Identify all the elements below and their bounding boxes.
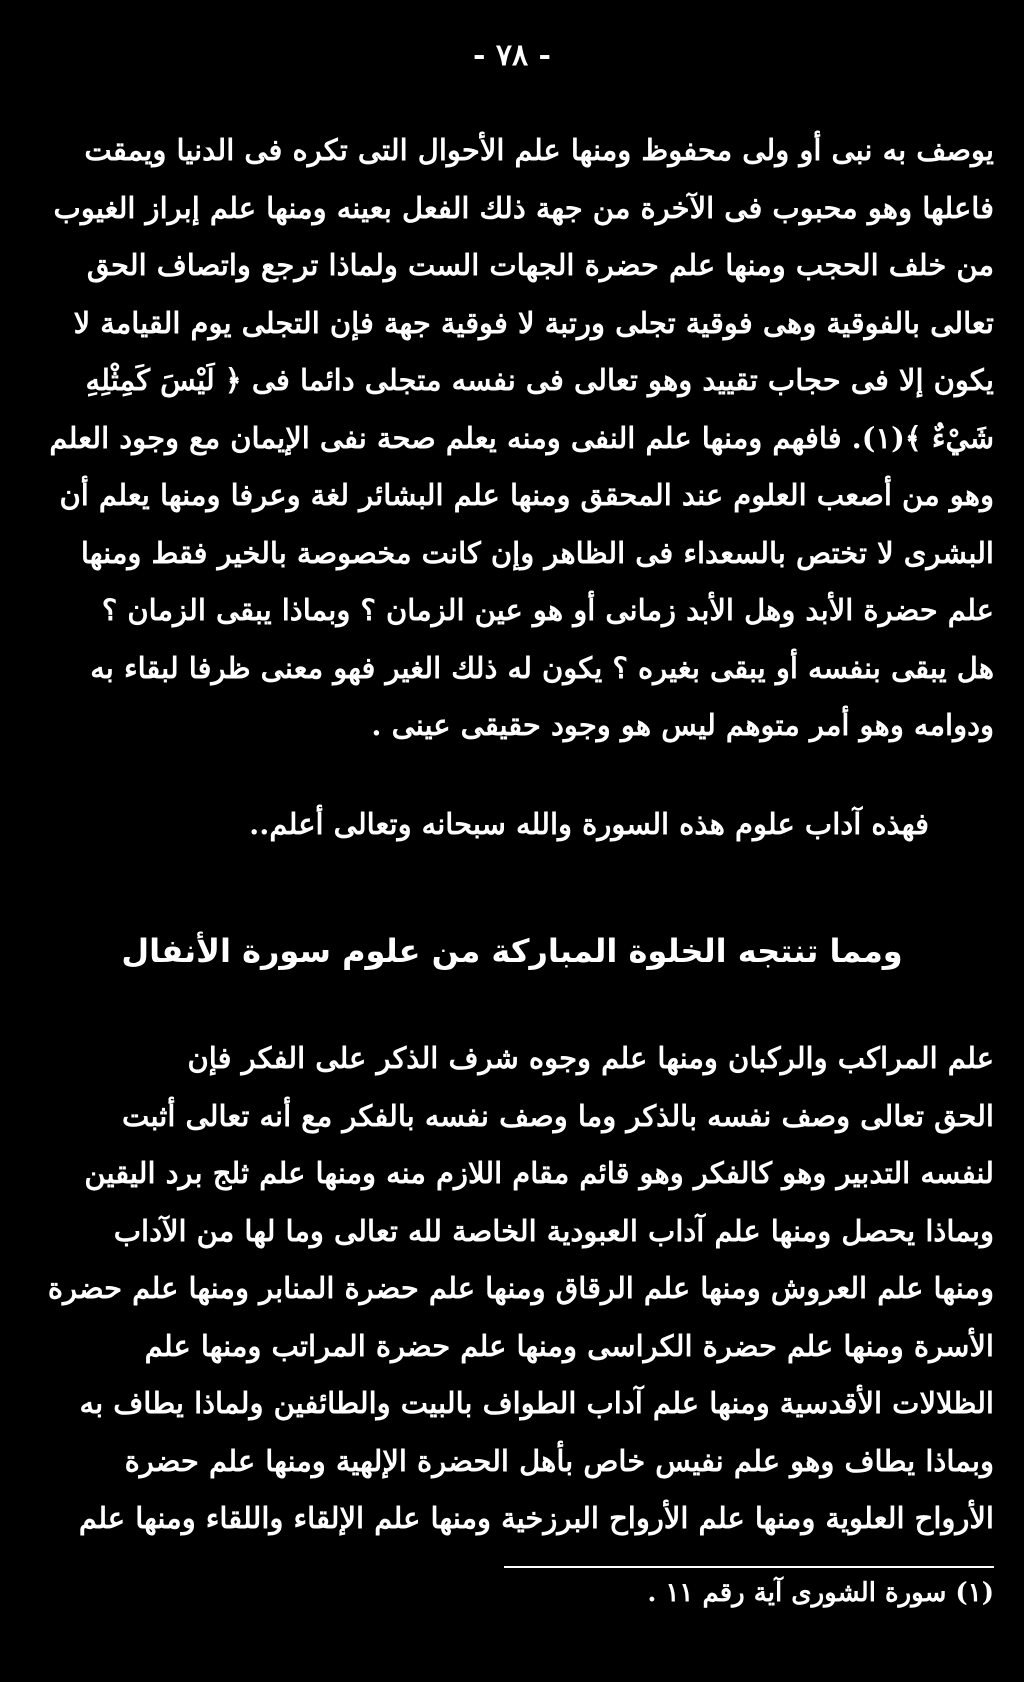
closing-sentence: فهذه آداب علوم هذه السورة والله سبحانه وتعالى أعلم..: [249, 807, 929, 841]
text-line: فاعلها وهو محبوب فى الآخرة من جهة ذلك الفعل بعينه ومنها علم إبراز الغيوب: [53, 190, 994, 225]
text-line: الظلالات الأقدسية ومنها علم آداب الطواف بالبيت والطائفين ولماذا يطاف به: [79, 1386, 994, 1420]
text-line: علم المراكب والركبان ومنها علم وجوه شرف الذكر على الفكر فإن: [187, 1041, 994, 1075]
text-line: هل يبقى بنفسه أو يبقى بغيره ؟ يكون له ذلك الغير فهو معنى ظرفا لبقاء به: [90, 650, 994, 685]
paragraph-2: [30, 1030, 994, 1548]
text-line: الحق تعالى وصف نفسه بالذكر وما وصف نفسه بالفكر مع أنه تعالى أثبت: [122, 1098, 994, 1133]
text-line: ومنها علم العروش ومنها علم الرقاق ومنها علم حضرة المنابر ومنها علم حضرة: [47, 1271, 994, 1305]
text-line: لنفسه التدبير وهو كالفكر وهو قائم مقام اللازم منه ومنها علم ثلج برد اليقين: [84, 1156, 994, 1190]
paragraph-1: [30, 122, 994, 755]
text-line: الأرواح العلوية ومنها علم الأرواح البرزخية ومنها علم الإلقاء واللقاء ومنها علم: [78, 1501, 994, 1535]
footnote-divider: [504, 1566, 994, 1568]
text-line: وهو من أصعب العلوم عند المحقق ومنها علم البشائر لغة وعرفا ومنها يعلم أن: [59, 478, 994, 512]
text-line: من خلف الحجب ومنها علم حضرة الجهات الست ولماذا ترجع واتصاف الحق: [86, 248, 994, 282]
text-line: يكون إلا فى حجاب تقييد وهو تعالى فى نفسه متجلى دائما فى ﴿ لَيْسَ كَمِثْلِهِ: [85, 363, 994, 397]
text-line: وبماذا يطاف وهو علم نفيس خاص بأهل الحضرة الإلهية ومنها علم حضرة: [124, 1443, 994, 1478]
page-number: - ٧٨ -: [472, 38, 552, 73]
section-heading: ومما تنتجه الخلوة المباركة من علوم سورة الأنفال: [121, 932, 903, 970]
text-line: البشرى لا تختص بالسعداء فى الظاهر وإن كانت مخصوصة بالخير فقط ومنها: [80, 535, 994, 570]
text-line: وبماذا يحصل ومنها علم آداب العبودية الخاصة لله تعالى وما لها من الآداب: [113, 1213, 994, 1248]
footnote: (١) سورة الشورى آية رقم ١١ .: [647, 1578, 994, 1608]
text-line: يوصف به نبى أو ولى محفوظ ومنها علم الأحوال التى تكره فى الدنيا ويمقت: [84, 133, 994, 167]
text-line: شَيْءٌ ﴾(١). فافهم ومنها علم النفى ومنه يعلم صحة نفى الإيمان مع وجود العلم: [49, 420, 994, 455]
text-line: علم حضرة الأبد وهل الأبد زمانى أو هو عين الزمان ؟ وبماذا يبقى الزمان ؟: [101, 593, 994, 627]
text-line: الأسرة ومنها علم حضرة الكراسى ومنها علم حضرة المراتب ومنها علم: [144, 1328, 994, 1363]
text-line: ودوامه وهو أمر متوهم ليس هو وجود حقيقى عينى .: [371, 708, 994, 742]
text-line: تعالى بالفوقية وهى فوقية تجلى ورتبة لا فوقية جهة فإن التجلى يوم القيامة لا: [73, 305, 994, 340]
